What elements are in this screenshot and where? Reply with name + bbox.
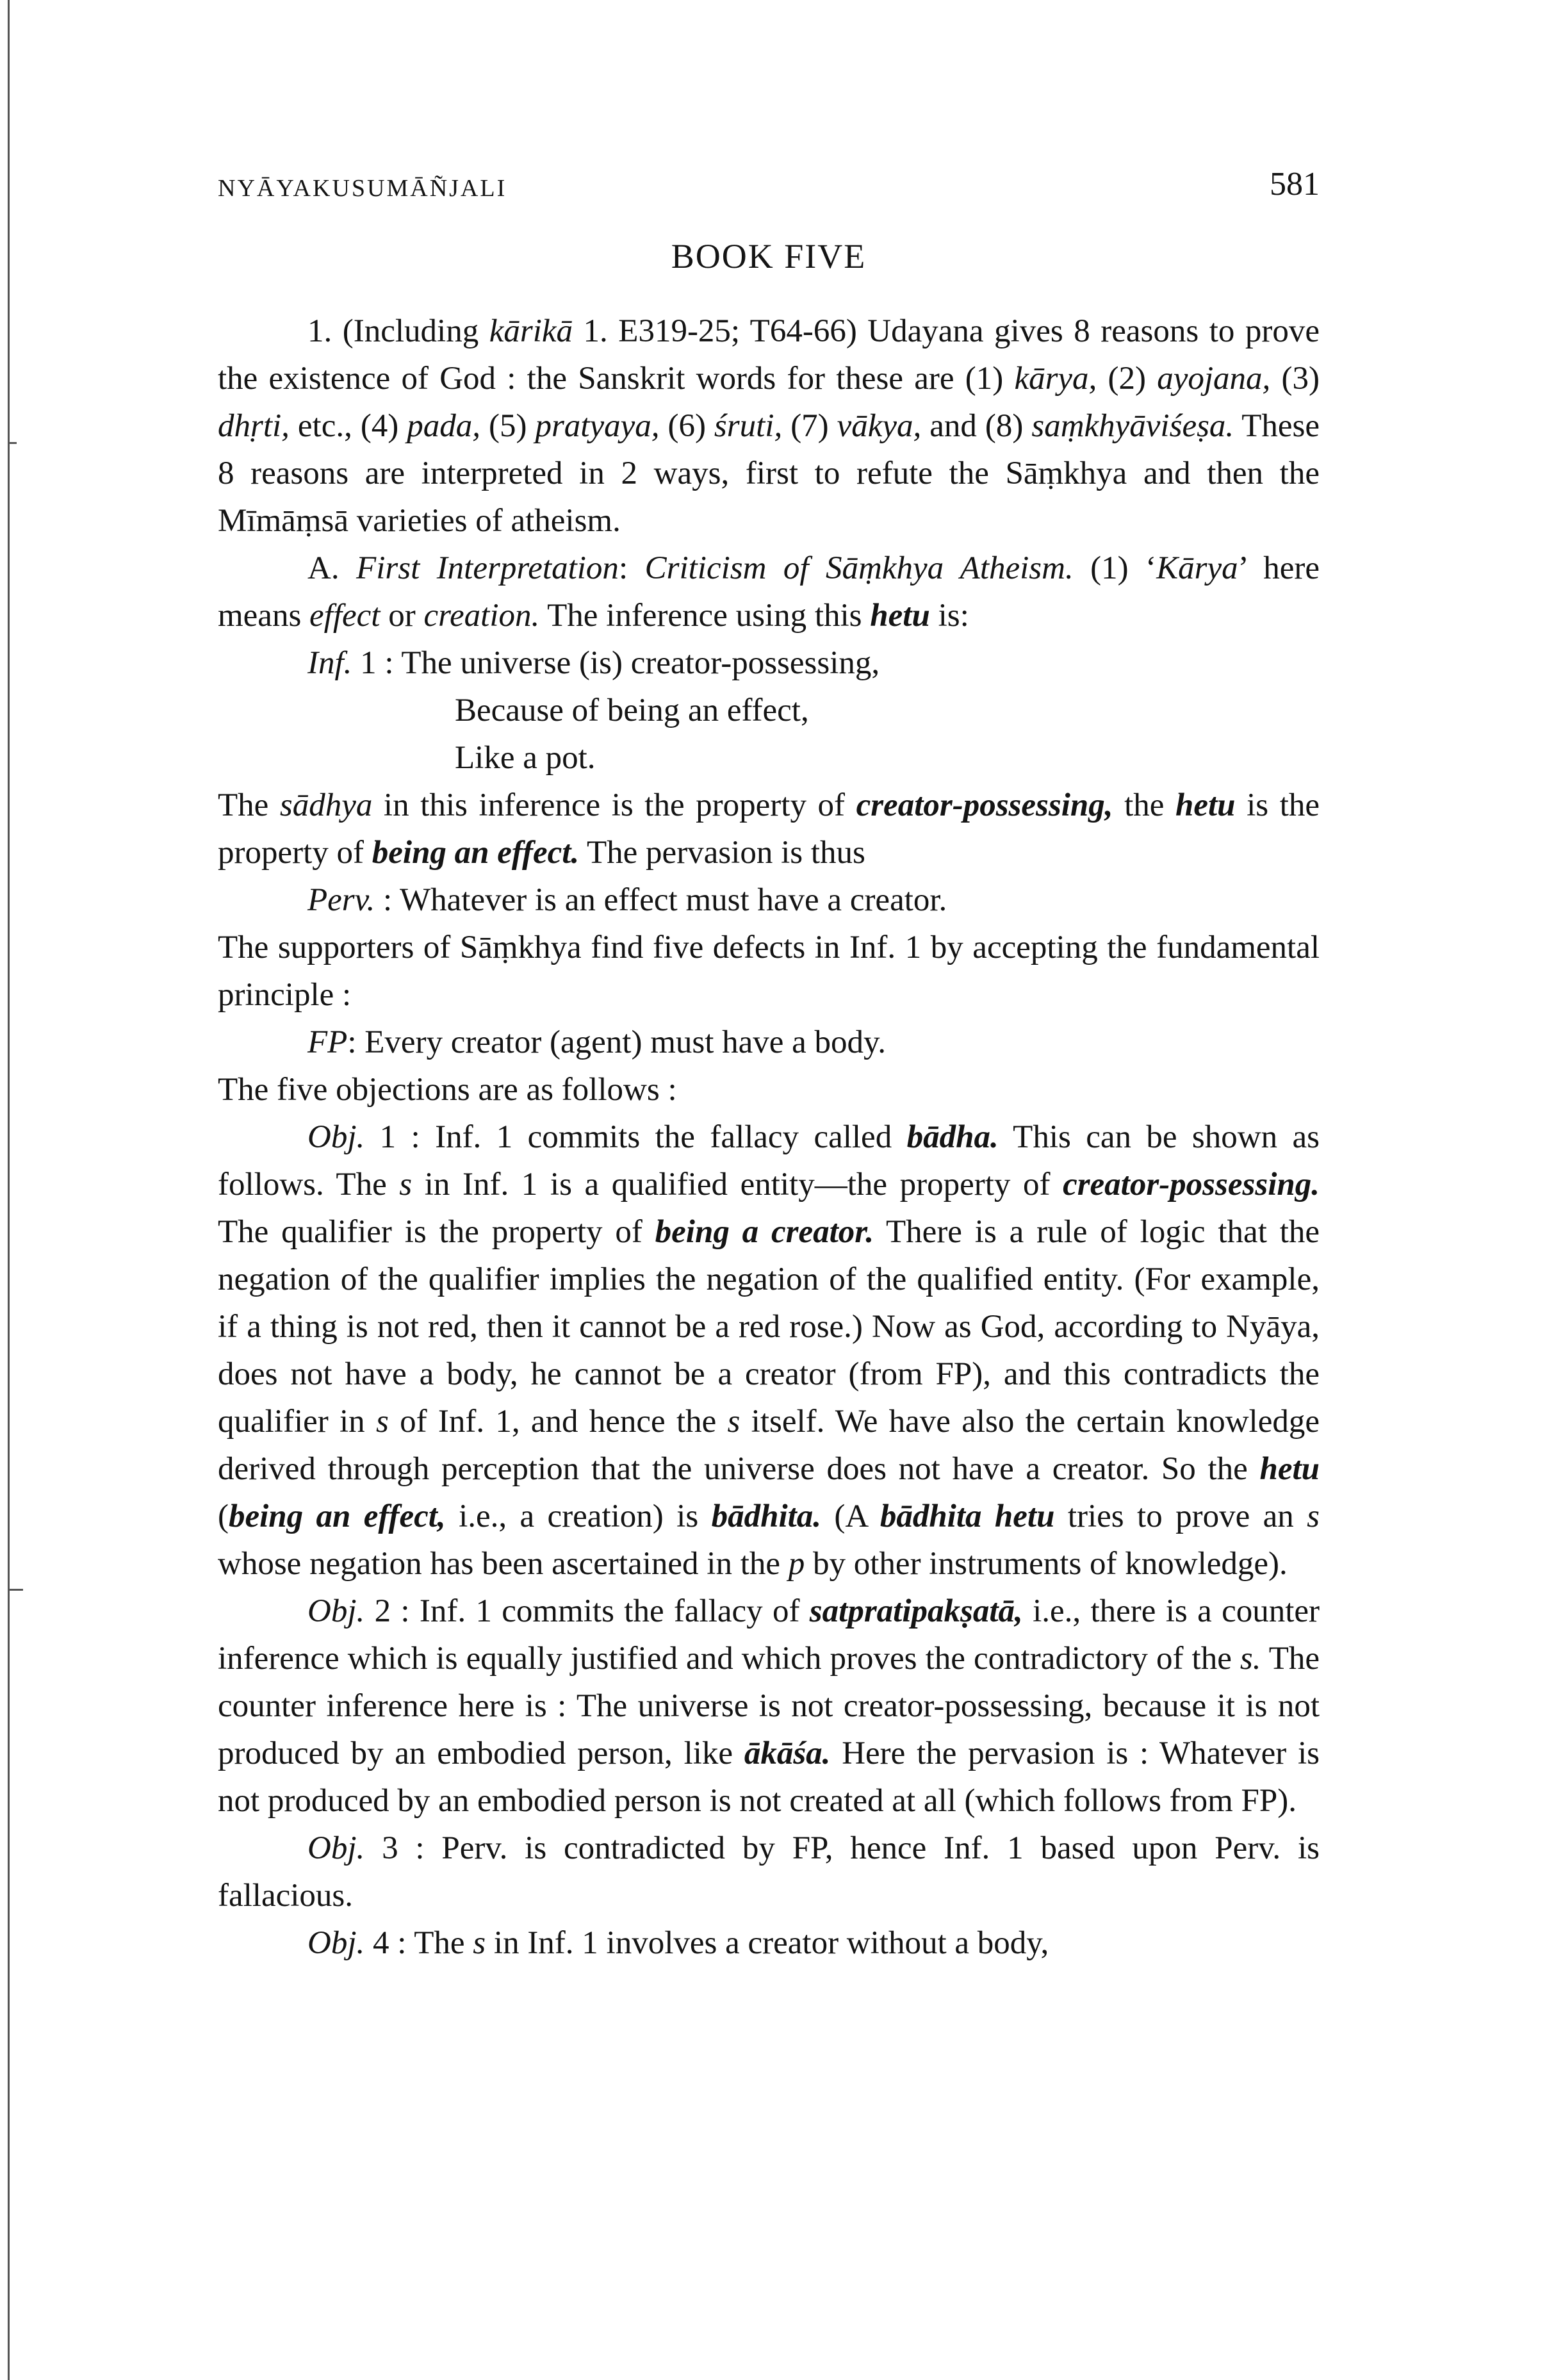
- term: being an effect,: [228, 1498, 446, 1534]
- text: There is a rule of logic that the negation of the qualifier implies the negation of the qualified entity. (For example, if a thing is not red, then it cannot be a red rose.) Now as God, according to Nyāya, does not have a body, he cannot be a creator (from FP), and this contradicts the qualifier in: [218, 1214, 1320, 1440]
- text: (7): [782, 408, 837, 444]
- term: hetu: [870, 598, 930, 634]
- text: The: [218, 787, 280, 823]
- term: Kārya: [1156, 550, 1238, 586]
- text: in Inf. 1 involves a creator without a body,: [486, 1925, 1049, 1961]
- text: 2 : Inf. 1 commits the fallacy of: [364, 1593, 810, 1629]
- text: 4 : The: [364, 1925, 473, 1961]
- term: hetu: [1175, 787, 1236, 823]
- objection-4: [218, 1919, 1320, 1967]
- text: is:: [929, 598, 969, 634]
- text: 1. E319-25; T64-66) Udayana gives 8 reasons to prove the existence of God : the Sanskrit words for these are (1): [218, 313, 1320, 397]
- inference-label: Inf.: [307, 645, 352, 681]
- term: effect: [309, 598, 381, 634]
- term: s: [375, 1404, 389, 1440]
- term: s: [399, 1167, 413, 1202]
- term: creation.: [423, 598, 540, 634]
- term: s: [473, 1925, 486, 1961]
- fundamental-principle-line: [218, 1019, 1320, 1066]
- paragraph-sadhya: [218, 782, 1320, 876]
- text: of Inf. 1, and hence the: [388, 1404, 728, 1440]
- objection-1: [218, 1113, 1320, 1588]
- inference-1-line2: Because of being an effect,: [455, 693, 809, 728]
- text: The pervasion is thus: [579, 835, 865, 871]
- page-body: [218, 308, 1320, 1967]
- text: : Whatever is an effect must have a creator.: [375, 882, 947, 918]
- text: i.e., a creation) is: [445, 1498, 712, 1534]
- term: p: [788, 1546, 805, 1582]
- objection-label: Obj.: [307, 1830, 365, 1866]
- book-title: BOOK FIVE: [671, 237, 867, 275]
- objection-label: Obj.: [307, 1593, 365, 1629]
- text: ’ here means: [218, 550, 1320, 634]
- text: 1 : Inf. 1 commits the fallacy called: [364, 1119, 907, 1155]
- page-edge-line: [8, 0, 10, 2380]
- text: 1 :: [352, 645, 402, 681]
- term: s: [727, 1404, 741, 1440]
- paragraph-intro: [218, 308, 1320, 545]
- text: whose negation has been ascertained in the: [218, 1546, 789, 1582]
- objection-3: [218, 1825, 1320, 1919]
- text: The counter inference here is : The universe is not creator-possessing, because it is not produced by an embodied person, like: [218, 1641, 1320, 1771]
- objection-label: Obj.: [307, 1119, 365, 1155]
- text: : Every creator (agent) must have a body.: [347, 1024, 886, 1060]
- term: pratyaya,: [535, 408, 660, 444]
- text: These 8 reasons are interpreted in 2 ways, first to refute the Sāṃkhya and then the Mīmāṃsā varieties of atheism.: [218, 408, 1320, 539]
- text: A.: [307, 550, 357, 586]
- page-header: [218, 128, 1320, 205]
- text: (: [218, 1498, 229, 1534]
- inference-1-line3: Like a pot.: [455, 740, 596, 776]
- term: creator-possessing,: [856, 787, 1113, 823]
- term: saṃkhyāviśeṣa.: [1031, 408, 1234, 444]
- text: or: [380, 598, 424, 634]
- term: bādha.: [906, 1119, 999, 1155]
- term: kārikā: [489, 313, 573, 349]
- term: bādhita.: [711, 1498, 822, 1534]
- text: in Inf. 1 is a qualified entity—the property of: [412, 1167, 1063, 1202]
- text: and (8): [921, 408, 1032, 444]
- text: is the property of: [218, 787, 1320, 871]
- text: Here the pervasion is : Whatever is not produced by an embodied person is not created at all (which follows from FP).: [218, 1736, 1320, 1819]
- term: being a creator.: [655, 1214, 874, 1250]
- page-number: 581: [1270, 166, 1320, 202]
- paragraph-objections-intro: The five objections are as follows :: [218, 1072, 677, 1108]
- inference-text: The universe (is) creator-possessing,: [401, 645, 880, 681]
- term: being an effect.: [372, 835, 580, 871]
- term: kārya,: [1014, 361, 1097, 397]
- inference-1-line1: [218, 639, 1320, 687]
- text: tries to prove an: [1054, 1498, 1307, 1534]
- term: s.: [1240, 1641, 1261, 1677]
- paragraph-samkhya-defects: The supporters of Sāṃkhya find five defects in Inf. 1 by accepting the fundamental principle :: [218, 930, 1320, 1013]
- text: etc., (4): [289, 408, 407, 444]
- text: the: [1113, 787, 1175, 823]
- text: i.e., there is a counter inference which is equally justified and which proves the contradictory of the: [218, 1593, 1320, 1677]
- pervasion-label: Perv.: [307, 882, 375, 918]
- text: :: [618, 550, 645, 586]
- term: bādhita hetu: [880, 1498, 1055, 1534]
- term: dhṛti,: [218, 408, 290, 444]
- text: 1. (Including: [307, 313, 489, 349]
- pervasion-line: [218, 876, 1320, 924]
- text: (6): [659, 408, 714, 444]
- term: creator-possessing.: [1063, 1167, 1320, 1202]
- heading-term: First Interpretation: [356, 550, 619, 586]
- text: (3): [1270, 361, 1320, 397]
- text: The qualifier is the property of: [218, 1214, 655, 1250]
- term: pada,: [407, 408, 481, 444]
- term: śruti,: [714, 408, 783, 444]
- edge-mark: [8, 1589, 23, 1591]
- text: in this inference is the property of: [372, 787, 856, 823]
- text: (2): [1097, 361, 1158, 397]
- paragraph-first-interpretation: [218, 545, 1320, 639]
- term: s: [1307, 1498, 1320, 1534]
- term: ayojana,: [1157, 361, 1271, 397]
- text: (5): [480, 408, 536, 444]
- text: itself. We have also the certain knowledge derived through perception that the universe does not have a creator. So the: [218, 1404, 1320, 1487]
- book-page: [218, 128, 1320, 1967]
- heading-term: Criticism of Sāṃkhya Atheism.: [644, 550, 1074, 586]
- term: vākya,: [837, 408, 922, 444]
- text: 3 : Perv. is contradicted by FP, hence Inf. 1 based upon Perv. is fallacious.: [218, 1830, 1320, 1914]
- term: sādhya: [279, 787, 373, 823]
- objection-2: [218, 1588, 1320, 1825]
- fp-label: FP: [307, 1024, 348, 1060]
- text: (A: [821, 1498, 880, 1534]
- term: hetu: [1259, 1451, 1320, 1487]
- running-head: NYĀYAKUSUMĀÑJALI: [218, 175, 507, 202]
- term: satpratipakṣatā,: [809, 1593, 1023, 1629]
- edge-mark: [8, 442, 17, 444]
- objection-label: Obj.: [307, 1925, 365, 1961]
- text: The inference using this: [539, 598, 871, 634]
- text: This can be shown as follows. The: [218, 1119, 1320, 1202]
- text: (1) ‘: [1073, 550, 1157, 586]
- text: by other instruments of knowledge).: [805, 1546, 1288, 1582]
- term: ākāśa.: [744, 1736, 831, 1771]
